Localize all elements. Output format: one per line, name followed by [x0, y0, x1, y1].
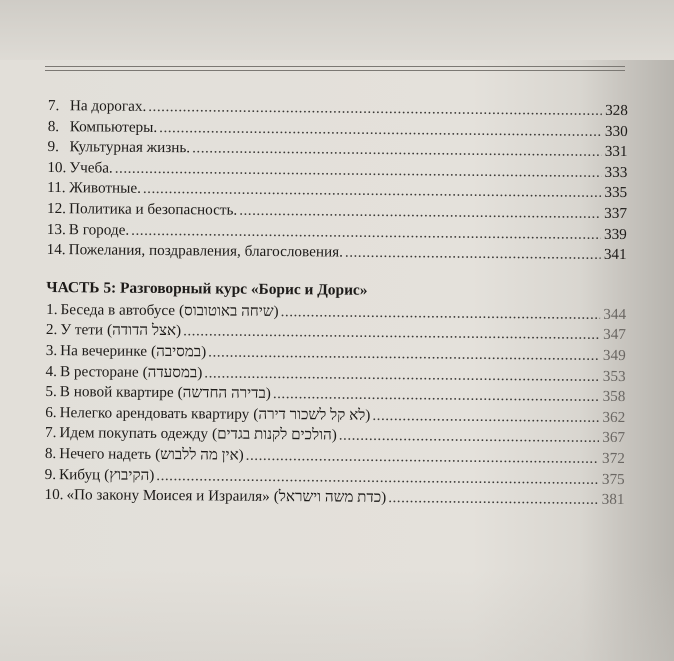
toc-item-page: 333: [604, 163, 628, 181]
toc-item-number: 1.: [46, 300, 58, 318]
toc-item-number: 10.: [44, 486, 64, 504]
toc-item-hebrew: (בדירה החדשה): [177, 384, 271, 403]
toc-item-number: 9.: [47, 138, 60, 156]
top-shadow: [0, 0, 674, 60]
toc-item-page: 362: [602, 408, 626, 426]
toc-leader-dots: [372, 406, 599, 429]
toc-leader-dots: [339, 426, 599, 449]
part4-list: [47, 96, 628, 266]
toc-item-page: 375: [601, 470, 625, 488]
toc-item-page: 353: [602, 367, 626, 385]
toc-item-hebrew: (הולכים לקנות בגדים): [211, 425, 337, 444]
page-bottom-shade: [0, 570, 674, 661]
toc-item-title: Нечего надеть: [59, 445, 152, 463]
table-of-contents: [44, 96, 628, 511]
toc-item-page: 344: [603, 305, 627, 323]
part5-heading: [46, 278, 626, 303]
toc-item-title: У тети: [60, 321, 104, 339]
toc-item-hebrew: (הקיבוץ): [104, 466, 155, 484]
toc-item-hebrew: (במסעדה): [142, 363, 203, 381]
toc-item-page: 331: [604, 143, 628, 161]
toc-item-page: 381: [601, 490, 625, 509]
toc-item-title: Культурная жизнь.: [69, 138, 191, 157]
toc-item-number: 6.: [45, 403, 57, 421]
toc-item-title: Учеба.: [69, 158, 113, 177]
toc-item-title: Нелегко арендовать квартиру: [59, 403, 250, 423]
toc-item-number: 14.: [46, 241, 66, 259]
toc-item-page: 330: [604, 122, 628, 140]
part5-list: [44, 300, 626, 511]
toc-leader-dots: [388, 488, 598, 510]
toc-item-page: 339: [603, 225, 627, 243]
toc-item-number: 13.: [46, 220, 66, 238]
toc-item-title: Кибуц: [59, 465, 101, 483]
toc-item-page: 328: [605, 101, 628, 120]
toc-item-title: На дорогах.: [69, 97, 147, 115]
toc-item-title: Компьютеры.: [69, 117, 158, 136]
toc-leader-dots: [273, 384, 600, 407]
toc-row: [44, 485, 624, 511]
toc-item-number: 8.: [47, 117, 60, 135]
toc-item-title: Беседа в автобусе: [60, 300, 176, 319]
toc-item-number: 7.: [47, 96, 60, 115]
toc-item-page: 367: [602, 429, 626, 447]
toc-item-hebrew: (אצל הדודה): [106, 321, 182, 340]
toc-item-number: 3.: [45, 341, 58, 360]
toc-item-hebrew: (כדת משה וישראל): [273, 488, 387, 507]
header-rule-top: [45, 66, 625, 67]
toc-item-page: 341: [603, 246, 627, 264]
toc-row: [47, 240, 627, 266]
toc-item-hebrew: (אין מה ללבוש): [155, 445, 244, 464]
toc-item-page: 335: [604, 184, 628, 202]
header-rule-bottom: [45, 70, 625, 71]
toc-item-number: 7.: [44, 424, 57, 442]
toc-item-page: 347: [603, 326, 627, 344]
part5-heading-text: ЧАСТЬ 5: Разговорный курс «Борис и Дорис»: [46, 278, 368, 299]
toc-item-number: 9.: [44, 465, 57, 483]
toc-item-number: 5.: [45, 383, 57, 401]
toc-item-page: 349: [602, 346, 626, 364]
toc-item-number: 11.: [47, 179, 66, 197]
toc-item-number: 4.: [45, 362, 58, 380]
toc-item-hebrew: (במסיבה): [151, 342, 207, 361]
toc-item-title: В новой квартире: [59, 383, 174, 402]
toc-item-number: 12.: [46, 199, 67, 218]
toc-item-title: Политика и безопасность.: [68, 200, 238, 219]
toc-item-page: 337: [604, 204, 628, 223]
toc-item-title: Пожелания, поздравления, благословения.: [68, 241, 344, 261]
toc-item-title: На вечеринке: [60, 342, 148, 360]
toc-item-title: Идем покупать одежду: [59, 424, 209, 443]
toc-item-number: 2.: [45, 321, 58, 339]
toc-item-number: 10.: [47, 158, 67, 176]
toc-item-number: 8.: [44, 444, 57, 462]
toc-item-page: 358: [602, 387, 626, 406]
toc-item-title: В городе.: [68, 220, 130, 239]
toc-item-hebrew: (שיחה באוטובוס): [178, 301, 279, 320]
toc-leader-dots: [281, 302, 601, 325]
toc-item-hebrew: (לא קל לשכור דירה): [253, 405, 371, 424]
toc-item-page: 372: [602, 449, 625, 467]
toc-item-title: Животные.: [69, 179, 141, 198]
toc-leader-dots: [345, 243, 601, 266]
toc-item-title: «По закону Моисея и Израиля»: [66, 486, 270, 506]
toc-item-title: В ресторане: [59, 362, 139, 381]
